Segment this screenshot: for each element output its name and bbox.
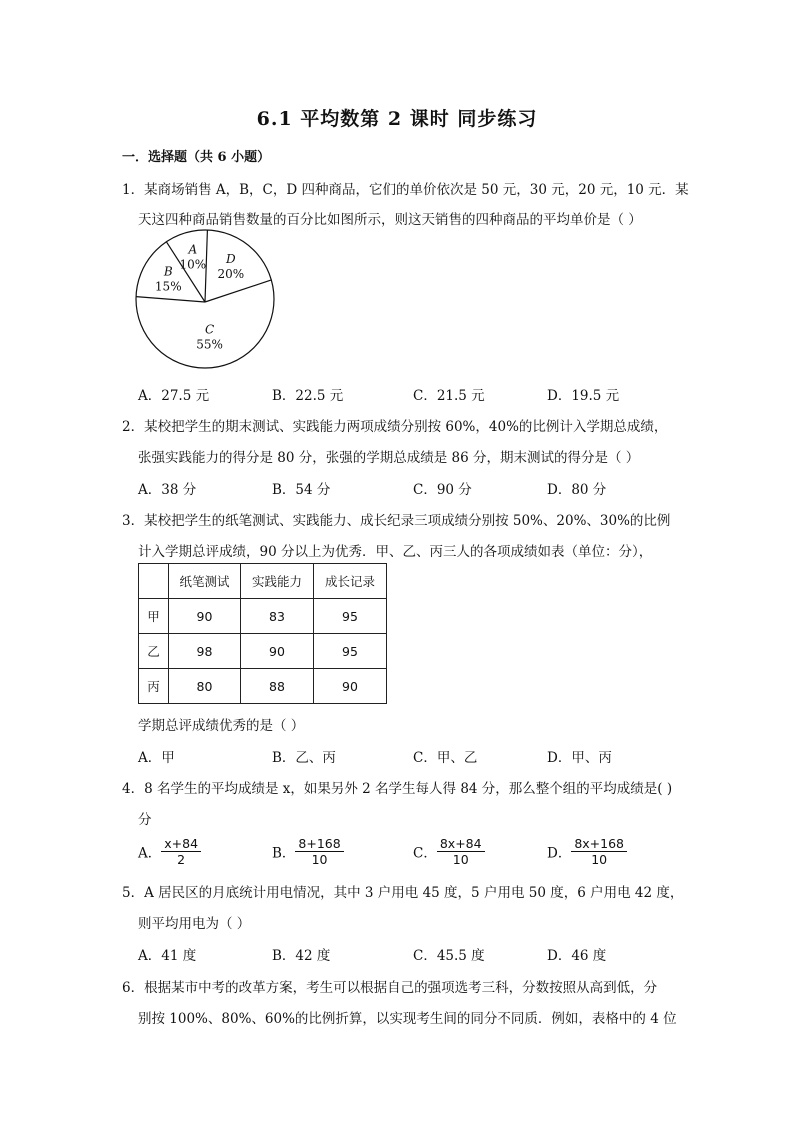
q4-option-c-letter: C．	[413, 845, 437, 862]
pie-slice-label-C: C	[205, 322, 215, 337]
table-cell: 88	[241, 669, 314, 704]
fraction-denominator: 10	[591, 852, 608, 867]
q3-option-c[interactable]: C．甲、乙	[413, 750, 478, 766]
q6-line-1: 6．根据某市中考的改革方案，考生可以根据自己的强项选考三科，分数按照从高到低，分	[122, 980, 658, 996]
fraction-denominator: 10	[452, 852, 469, 867]
table-header-row	[139, 564, 387, 599]
q3-option-b[interactable]: B．乙、丙	[272, 750, 336, 766]
fraction	[295, 836, 343, 867]
q4-option-c[interactable]	[413, 836, 485, 867]
q4-option-b[interactable]	[272, 836, 344, 867]
table-cell: 乙	[139, 634, 169, 669]
table-row	[139, 634, 387, 669]
fraction-numerator: x+84	[161, 836, 201, 852]
q1-option-d[interactable]: D．19.5 元	[547, 388, 620, 404]
q4-option-b-letter: B．	[272, 845, 296, 862]
q4-line-1: 4．8 名学生的平均成绩是 x，如果另外 2 名学生每人得 84 分，那么整个组的平均成绩是( )	[122, 781, 673, 797]
pie-slice-percent-A: 10%	[179, 257, 207, 272]
fraction	[161, 836, 201, 867]
q2-option-b[interactable]: B．54 分	[272, 482, 331, 498]
fraction-numerator: 8+168	[295, 836, 343, 852]
pie-slice-label-D: D	[226, 251, 236, 266]
q1-option-a[interactable]: A．27.5 元	[138, 388, 210, 404]
table-cell: 丙	[139, 669, 169, 704]
q1-options	[138, 384, 678, 404]
q4-option-a[interactable]	[138, 836, 201, 867]
q5-option-d[interactable]: D．46 度	[547, 948, 607, 964]
q5-option-a[interactable]: A．41 度	[138, 948, 197, 964]
table-cell: 95	[314, 599, 387, 634]
q4-option-d-letter: D．	[547, 845, 572, 862]
q3-after-table: 学期总评成绩优秀的是（ ）	[138, 718, 305, 734]
score-table	[138, 563, 387, 704]
q1-option-c[interactable]: C．21.5 元	[413, 388, 485, 404]
q5-line-1: 5．A 居民区的月底统计用电情况，其中 3 户用电 45 度，5 户用电 50 度，6 户用电 42 度，	[122, 885, 684, 901]
table-row	[139, 669, 387, 704]
q2-line-2: 张强实践能力的得分是 80 分，张强的学期总成绩是 86 分，期末测试的得分是（ ）	[138, 450, 640, 466]
q5-line-2: 则平均用电为（ ）	[138, 916, 251, 932]
q5-option-b[interactable]: B．42 度	[272, 948, 331, 964]
fraction-numerator: 8x+168	[571, 836, 627, 852]
fraction	[571, 836, 627, 867]
pie-slice-percent-D: 20%	[217, 266, 245, 281]
fraction-denominator: 2	[177, 852, 186, 867]
q4-option-d[interactable]	[547, 836, 627, 867]
q3-options	[138, 746, 678, 766]
q4-option-a-letter: A．	[138, 845, 162, 862]
table-cell: 83	[241, 599, 314, 634]
pie-slice-percent-B: 15%	[154, 279, 182, 294]
q3-option-d[interactable]: D．甲、丙	[547, 750, 612, 766]
q1-line-1: 1．某商场销售 A，B，C，D 四种商品，它们的单价依次是 50 元，30 元，20 元，10 元．某	[122, 182, 689, 198]
table-header-cell: 成长记录	[314, 564, 387, 599]
q5-option-c[interactable]: C．45.5 度	[413, 948, 485, 964]
fraction-numerator: 8x+84	[437, 836, 485, 852]
q6-line-2: 别按 100%、80%、60%的比例折算，以实现考生间的同分不同质．例如，表格中的 4 位	[138, 1011, 677, 1027]
table-header-cell: 纸笔测试	[169, 564, 241, 599]
q2-option-a[interactable]: A．38 分	[138, 482, 197, 498]
q4-line-2: 分	[138, 812, 152, 828]
q2-line-1: 2．某校把学生的期末测试、实践能力两项成绩分别按 60%，40%的比例计入学期总成绩，	[122, 419, 668, 435]
fraction-denominator: 10	[311, 852, 328, 867]
q2-options	[138, 478, 678, 498]
table-cell: 甲	[139, 599, 169, 634]
pie-slice-label-B: B	[163, 264, 173, 279]
q1-line-2: 天这四种商品销售数量的百分比如图所示，则这天销售的四种商品的平均单价是（ ）	[138, 212, 642, 228]
page-title: 6.1 平均数第 2 课时 同步练习	[256, 108, 538, 130]
fraction	[437, 836, 485, 867]
table-header-cell: 实践能力	[241, 564, 314, 599]
q3-line-2: 计入学期总评成绩，90 分以上为优秀．甲、乙、丙三人的各项成绩如表（单位：分），	[138, 544, 653, 560]
table-cell: 95	[314, 634, 387, 669]
q2-option-d[interactable]: D．80 分	[547, 482, 607, 498]
table-cell: 90	[314, 669, 387, 704]
q3-line-1: 3．某校把学生的纸笔测试、实践能力、成长纪录三项成绩分别按 50%、20%、30%的比例	[122, 513, 671, 529]
q2-option-c[interactable]: C．90 分	[413, 482, 472, 498]
pie-chart	[134, 228, 276, 370]
table-cell: 90	[241, 634, 314, 669]
table-cell: 90	[169, 599, 241, 634]
pie-slice-label-A: A	[188, 242, 198, 257]
table-row	[139, 599, 387, 634]
pie-slice-percent-C: 55%	[196, 337, 223, 352]
table-header-cell	[139, 564, 169, 599]
section-heading: 一．选择题（共 6 小题）	[122, 150, 271, 165]
q1-option-b[interactable]: B．22.5 元	[272, 388, 344, 404]
table-cell: 80	[169, 669, 241, 704]
table-cell: 98	[169, 634, 241, 669]
q4-options	[138, 836, 678, 872]
q5-options	[138, 944, 678, 964]
q3-option-a[interactable]: A．甲	[138, 750, 175, 766]
